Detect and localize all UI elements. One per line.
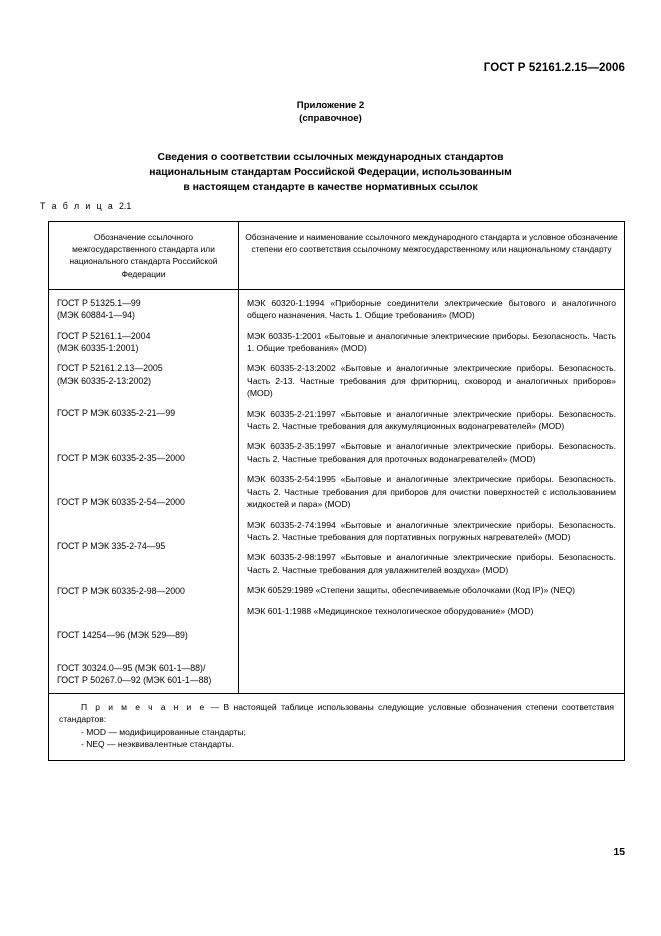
national-standard-iec-ref: (МЭК 60335-2-13:2002) (57, 375, 152, 386)
running-header-standard-code: ГОСТ Р 52161.2.15—2006 (483, 62, 625, 74)
national-standard-code: ГОСТ 14254—96 (МЭК 529—89) (57, 630, 188, 641)
column-header-national-standard: Обозначение ссылочного межгосударственного стандарта или национального стандарта Российской Федерации (49, 222, 239, 289)
table-row (57, 662, 233, 687)
table-row (57, 362, 233, 387)
page-title (60, 150, 601, 196)
table-note-item-mod: - MOD — модифицированные стандарты; (81, 726, 246, 737)
table-caption-label: Т а б л и ц а (40, 201, 115, 211)
table-caption (40, 201, 131, 211)
national-standard-code-alt: ГОСТ Р 50267.0—92 (МЭК 601-1—88) (57, 675, 212, 686)
international-standard-entry: МЭК 60335-2-54:1995 «Бытовые и аналогичные электрические приборы. Безопасность. Часть 2. Частные требования для приборов для очистки поверхностей с использованием жидкостей и пара» (MOD) (247, 474, 616, 510)
international-standard-entry: МЭК 60335-2-21:1997 «Бытовые и аналогичные электрические приборы. Безопасность. Часть 2. Частные требования для аккумуляционных водонагревателей» (MOD) (247, 408, 616, 432)
international-standard-entry: МЭК 60320-1:1994 «Приборные соединители электрические бытового и аналогичного общего назначения. Часть 1. Общие требования» (MOD) (247, 297, 616, 321)
column-header-international-standard: Обозначение и наименование ссылочного международного стандарта и условное обозначение степени его соответствия ссылочному межгосударственному или национальному стандарту (245, 232, 618, 255)
page-title-line-1: Сведения о соответствии ссылочных международных стандартов (157, 152, 504, 163)
table-row (57, 585, 233, 597)
table-row (57, 496, 233, 508)
table-caption-number: 2.1 (119, 201, 132, 211)
national-standard-iec-ref: (МЭК 60884-1—94) (57, 310, 135, 321)
reference-standards-table (48, 221, 625, 761)
international-standard-entry: МЭК 60335-2-98:1997 «Бытовые и аналогичные электрические приборы. Безопасность. Часть 2. Частные требования для увлажнителей воздуха» (MOD) (247, 552, 616, 575)
appendix-number: Приложение 2 (296, 100, 365, 111)
appendix-type: (справочное) (299, 113, 362, 125)
table-note-label: П р и м е ч а н и е (81, 701, 207, 712)
national-standard-code: ГОСТ Р 51325.1—99 (57, 297, 141, 308)
national-standard-iec-ref: (МЭК 60335-1:2001) (57, 343, 139, 354)
table-row (57, 330, 233, 355)
international-standard-entry: МЭК 601-1:1988 «Медицинское технологическое оборудование» (MOD) (247, 605, 534, 616)
table-row (57, 452, 233, 464)
table-note (49, 693, 624, 760)
national-standard-code: ГОСТ Р 52161.1—2004 (57, 330, 151, 341)
national-standard-code: ГОСТ Р 52161.2.13—2005 (57, 363, 163, 374)
national-standard-code: ГОСТ Р МЭК 60335-2-98—2000 (57, 585, 185, 596)
page-title-line-2: национальным стандартам Российской Федерации, использованным (149, 167, 512, 179)
table-note-text: — В настоящей таблице использованы следующие условные обозначения степени соответствия стандартов: (59, 701, 614, 725)
table-row (57, 407, 233, 419)
international-standard-entry: МЭК 60335-2-35:1997 «Бытовые и аналогичные электрические приборы. Безопасность. Часть 2. Частные требования для проточных водонагревателей» (MOD) (247, 441, 616, 464)
national-standard-code: ГОСТ Р МЭК 60335-2-54—2000 (57, 497, 185, 508)
table-header-row (49, 222, 624, 290)
national-standard-code: ГОСТ Р МЭК 335-2-74—95 (57, 541, 166, 552)
page-title-line-3: в настоящем стандарте в качестве нормативных ссылок (183, 182, 478, 194)
table-row (57, 297, 233, 322)
international-standard-entry: МЭК 60335-2-74:1994 «Бытовые и аналогичные электрические приборы. Безопасность. Часть 2. Частные требования для портативных погружных нагревателей» (MOD) (247, 519, 616, 542)
national-standard-code: ГОСТ 30324.0—95 (МЭК 601-1—88)/ (57, 662, 206, 673)
table-row (57, 629, 233, 641)
table-column-national (49, 290, 239, 693)
table-note-body (59, 701, 614, 726)
table-column-international (239, 290, 624, 693)
table-note-item-neq: - NEQ — неэквивалентные стандарты. (81, 739, 234, 750)
table-body (49, 290, 624, 693)
international-standard-entry: МЭК 60335-1:2001 «Бытовые и аналогичные электрические приборы. Безопасность. Часть 1. Общие требования» (MOD) (247, 330, 616, 354)
appendix-block (0, 99, 661, 125)
international-standard-entry: МЭК 60335-2-13:2002 «Бытовые и аналогичные электрические приборы. Безопасность. Часть 2-13. Частные требования для фритюрниц, сковород и аналогичных приборов» (MOD) (247, 363, 616, 399)
national-standard-code: ГОСТ Р МЭК 60335-2-21—99 (57, 408, 176, 419)
table-row (57, 540, 233, 552)
national-standard-code: ГОСТ Р МЭК 60335-2-35—2000 (57, 452, 185, 463)
international-standard-entry: МЭК 60529:1989 «Степени защиты, обеспечиваемые оболочками (Код IP)» (NEQ) (247, 585, 576, 596)
page-number: 15 (613, 847, 625, 858)
